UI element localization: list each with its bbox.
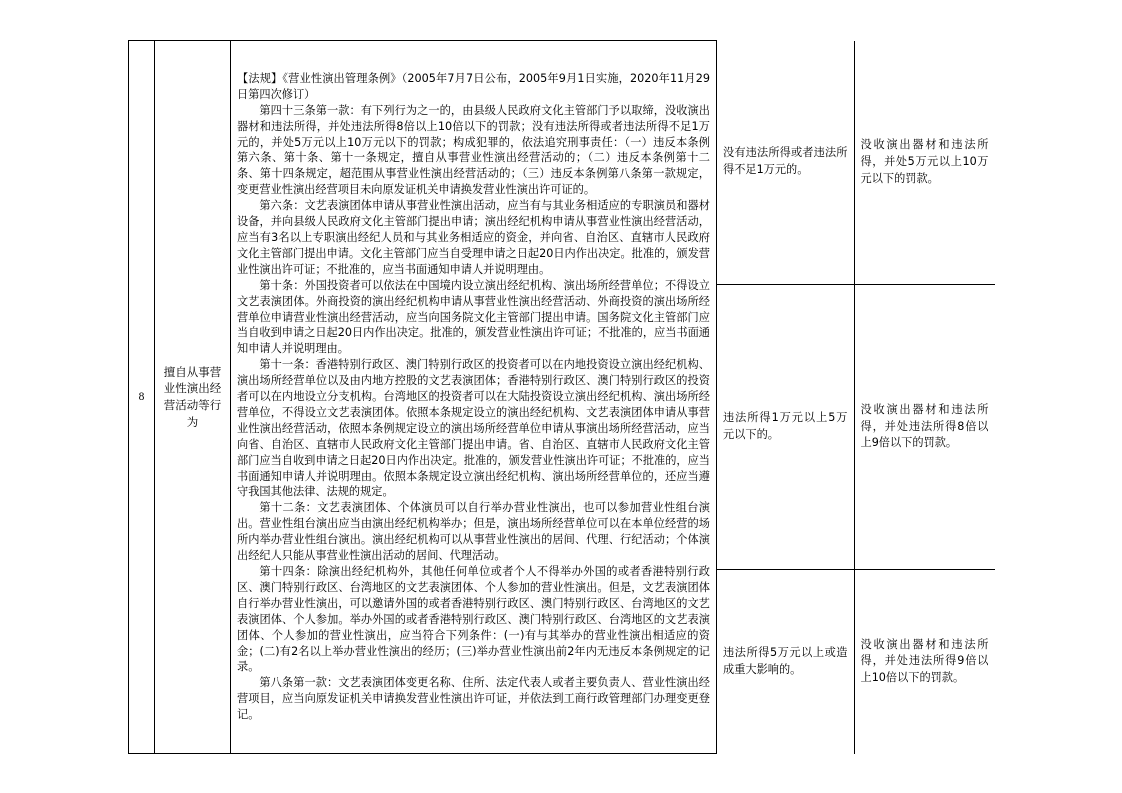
penalty-cell: 没收演出器材和违法所得，并处5万元以上10万元以下的罚款。 <box>855 41 995 285</box>
legal-basis-paragraph: 【法规】《营业性演出管理条例》（2005年7月7日公布，2005年9月1日实施，2020年11月29日第四次修订） <box>237 71 710 101</box>
circumstance-subtable <box>717 41 855 754</box>
legal-basis-paragraph: 第十一条：香港特别行政区、澳门特别行政区的投资者可以在内地投资设立演出经纪机构、演出场所经营单位以及由内地方控股的文艺表演团体；香港特别行政区、澳门特别行政区的投资者可以在内地设立分支机构。台湾地区的投资者可以在大陆投资设立演出经纪机构、演出场所经营单位，不得设立文艺表演团体。依照本条规定设立的演出经纪机构、文艺表演团体申请从事营业性演出经营活动，依照本条例规定设立的演出场所经营单位申请从事演出场所经营活动，应当向省、自治区、直辖市人民政府文化主管部门提出申请。省、自治区、直辖市人民政府文化主管部门应当自收到申请之日起20日内作出决定。批准的，颁发营业性演出许可证；不批准的，应当书面通知申请人并说明理由。依照本条规定设立演出经纪机构、演出场所经营单位的，还应当遵守我国其他法律、法规的规定。 <box>237 358 710 499</box>
penalty-subtable <box>855 41 995 754</box>
circumstance-row <box>717 570 854 754</box>
penalty-cell: 没收演出器材和违法所得，并处违法所得8倍以上9倍以下的罚款。 <box>855 285 995 570</box>
circumstance-column <box>717 41 855 754</box>
circumstance-row <box>717 285 854 570</box>
legal-basis-paragraph: 第六条：文艺表演团体申请从事营业性演出活动，应当有与其业务相适应的专职演员和器材设备，并向县级人民政府文化主管部门提出申请；演出经纪机构申请从事营业性演出经营活动，应当有3名以上专职演出经纪人员和与其业务相适应的资金，并向省、自治区、直辖市人民政府文化主管部门提出申请。文化主管部门应当自受理申请之日起20日内作出决定。批准的，颁发营业性演出许可证；不批准的，应当书面通知申请人并说明理由。 <box>237 199 710 276</box>
penalty-cell: 没收演出器材和违法所得，并处违法所得9倍以上10倍以下的罚款。 <box>855 570 995 754</box>
penalty-row <box>855 570 995 754</box>
legal-basis-paragraph: 第十条：外国投资者可以依法在中国境内设立演出经纪机构、演出场所经营单位；不得设立文艺表演团体。外商投资的演出经纪机构申请从事营业性演出经营活动、外商投资的演出场所经营单位申请营业性演出经营活动，应当向国务院文化主管部门提出申请。国务院文化主管部门应当自收到申请之日起20日内作出决定。批准的，颁发营业性演出许可证；不批准的，应当书面通知申请人并说明理由。 <box>237 278 710 356</box>
legal-basis-paragraph: 第十二条：文艺表演团体、个体演员可以自行举办营业性演出，也可以参加营业性组台演出。营业性组台演出应当由演出经纪机构举办；但是，演出场所经营单位可以在本单位经营的场所内举办营业性组台演出。演出经纪机构可以从事营业性演出的居间、代理、行纪活动；个体演出经纪人只能从事营业性演出活动的居间、代理活动。 <box>237 501 710 563</box>
penalty-row <box>855 285 995 570</box>
row-number-cell: 8 <box>129 41 155 754</box>
circumstance-row <box>717 41 854 285</box>
penalty-column <box>855 41 995 754</box>
circumstance-cell: 违法所得1万元以上5万元以下的。 <box>717 285 854 570</box>
legal-basis-paragraph: 第八条第一款：文艺表演团体变更名称、住所、法定代表人或者主要负责人、营业性演出经营项目，应当向原发证机关申请换发营业性演出许可证，并依法到工商行政管理部门办理变更登记。 <box>237 676 710 722</box>
regulation-table <box>128 40 995 754</box>
circumstance-cell: 没有违法所得或者违法所得不足1万元的。 <box>717 41 854 285</box>
table-row <box>129 41 995 754</box>
legal-basis-paragraph: 第十四条：除演出经纪机构外，其他任何单位或者个人不得举办外国的或者香港特别行政区、澳门特别行政区、台湾地区的文艺表演团体、个人参加的营业性演出。但是，文艺表演团体自行举办营业性演出，可以邀请外国的或者香港特别行政区、澳门特别行政区、台湾地区的文艺表演团体、个人参加。举办外国的或者香港特别行政区、澳门特别行政区、台湾地区的文艺表演团体、个人参加的营业性演出，应当符合下列条件：(一)有与其举办的营业性演出相适应的资金；(二)有2名以上举办营业性演出的经历；(三)举办营业性演出前2年内无违反本条例规定的记录。 <box>237 565 710 674</box>
penalty-row <box>855 41 995 285</box>
circumstance-cell: 违法所得5万元以上或造成重大影响的。 <box>717 570 854 754</box>
legal-basis-cell <box>231 41 717 754</box>
item-name-cell: 擅自从事营业性演出经营活动等行为 <box>155 41 231 754</box>
legal-basis-paragraph: 第四十三条第一款：有下列行为之一的，由县级人民政府文化主管部门予以取缔，没收演出器材和违法所得，并处违法所得8倍以上10倍以下的罚款；没有违法所得或者违法所得不足1万元的，并处5万元以上10万元以下的罚款；构成犯罪的，依法追究刑事责任：（一）违反本条例第六条、第十条、第十一条规定，擅自从事营业性演出经营活动的；（二）违反本条例第十二条、第十四条规定，超范围从事营业性演出经营活动的；（三）违反本条例第八条第一款规定，变更营业性演出经营项目未向原发证机关申请换发营业性演出许可证的。 <box>237 103 710 197</box>
